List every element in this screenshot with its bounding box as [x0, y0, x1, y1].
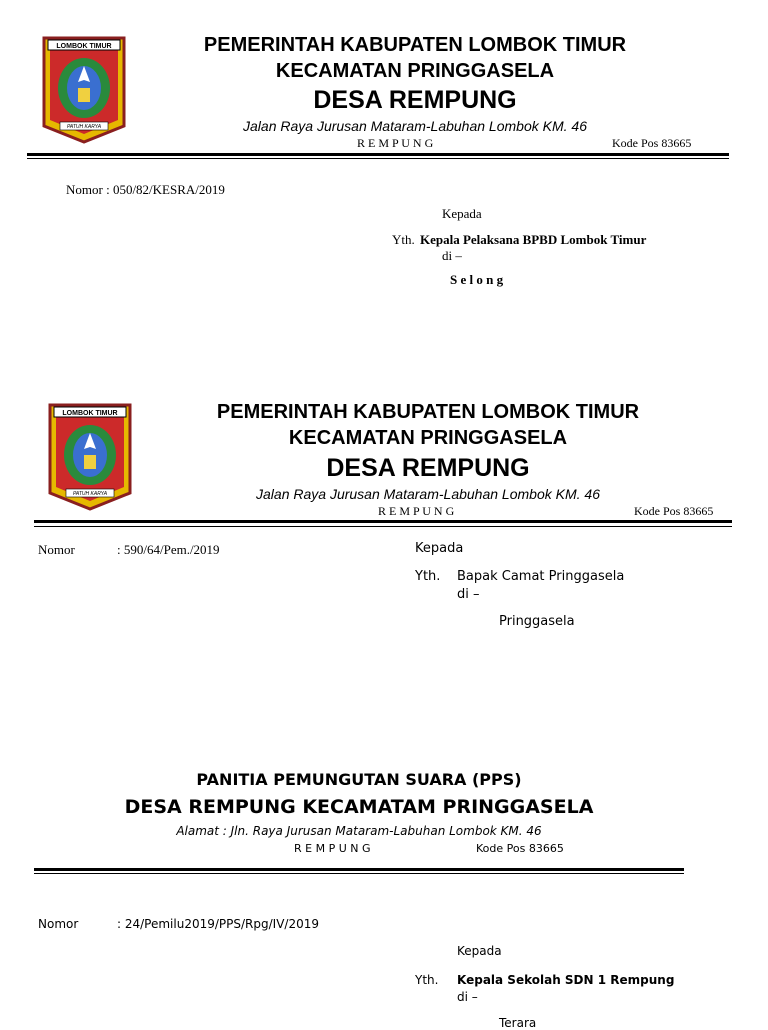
addressee-kepada: Kepada: [442, 206, 482, 221]
yth-label: Yth.: [415, 973, 439, 987]
district-title: KECAMATAN PRINGGASELA: [275, 60, 555, 82]
crest-banner-text: LOMBOK TIMUR: [56, 43, 112, 50]
addressee-kepada: Kepada: [415, 541, 464, 556]
recipient: Kepala Pelaksana BPBD Lombok Timur: [420, 232, 647, 247]
destination-place: Pringgasela: [499, 614, 575, 629]
town-name: R E M P U N G: [357, 136, 434, 150]
header-rule-thick: [27, 153, 729, 156]
recipient: Kepala Sekolah SDN 1 Rempung: [457, 973, 675, 987]
destination-place: Terara: [499, 1016, 537, 1030]
postcode: Kode Pos 83665: [476, 842, 564, 855]
crest-banner-text: LOMBOK TIMUR: [62, 410, 118, 417]
town-name: R E M P U N G: [294, 842, 371, 855]
postcode: Kode Pos 83665: [612, 136, 692, 150]
number-value: : 590/64/Pem./2019: [117, 542, 220, 557]
yth-label: Yth.: [392, 232, 415, 247]
town-name: R E M P U N G: [378, 504, 455, 518]
district-title: KECAMATAN PRINGGASELA: [288, 427, 568, 449]
di-label: di –: [442, 248, 462, 263]
crest-motto-text: PATUH KARYA: [72, 491, 108, 497]
addressee-kepada: Kepada: [457, 944, 502, 958]
government-title: PEMERINTAH KABUPATEN LOMBOK TIMUR: [203, 34, 627, 56]
letter-number: Nomor : 050/82/KESRA/2019: [66, 182, 225, 197]
postcode: Kode Pos 83665: [634, 504, 714, 518]
village-title: DESA REMPUNG: [313, 86, 517, 114]
government-title: PEMERINTAH KABUPATEN LOMBOK TIMUR: [216, 401, 640, 423]
crest-motto-text: PATUH KARYA: [66, 124, 102, 130]
header-rule-thick: [34, 520, 732, 523]
address-line: Alamat : Jln. Raya Jurusan Mataram-Labuhan Lombok KM. 46: [176, 824, 542, 838]
header-rule-thin: [34, 526, 732, 527]
yth-label: Yth.: [415, 569, 441, 584]
header-rule-thin: [34, 873, 684, 874]
committee-title: PANITIA PEMUNGUTAN SUARA (PPS): [196, 770, 522, 789]
recipient: Bapak Camat Pringgasela: [457, 569, 625, 584]
crest-logo: [46, 403, 134, 513]
header-rule-thick: [34, 868, 684, 871]
header-rule-thin: [27, 158, 729, 159]
di-label: di –: [457, 587, 480, 602]
number-value: : 24/Pemilu2019/PPS/Rpg/IV/2019: [117, 917, 319, 931]
crest-logo: [40, 36, 128, 146]
di-label: di –: [457, 990, 478, 1004]
address-line: Jalan Raya Jurusan Mataram-Labuhan Lombok KM. 46: [256, 486, 600, 502]
destination-place: S e l o n g: [450, 272, 504, 287]
number-label: Nomor: [38, 917, 79, 931]
number-label: Nomor: [38, 542, 75, 557]
village-title: DESA REMPUNG: [326, 454, 530, 482]
address-line: Jalan Raya Jurusan Mataram-Labuhan Lombok KM. 46: [243, 118, 587, 134]
village-title: DESA REMPUNG KECAMATAM PRINGGASELA: [124, 796, 594, 818]
